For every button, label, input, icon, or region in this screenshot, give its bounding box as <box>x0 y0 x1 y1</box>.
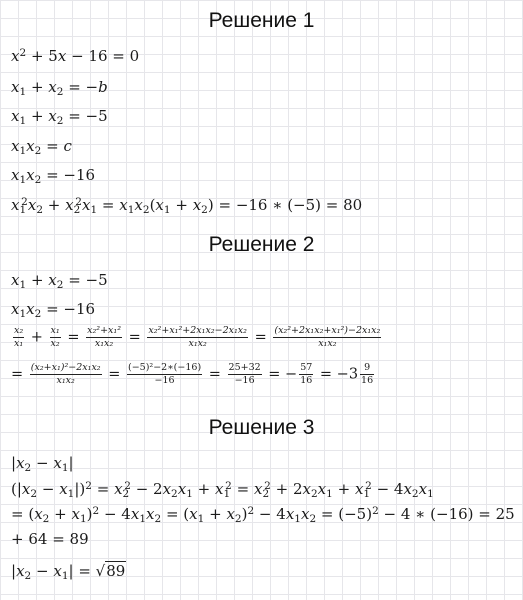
product-line: $x_1x_2 = -16$ <box>11 300 96 320</box>
final-answer: $|x_2 - x_1| = √89$ <box>11 562 126 582</box>
heading-solution-1: Решение 1 <box>208 9 315 32</box>
vieta-sum-general: $x_1 + x_2 = -b$ <box>11 78 108 98</box>
sum-line: $x_1 + x_2 = -5$ <box>11 271 108 291</box>
fraction-line-2: = $\frac{\text{(x₂+x₁)²−2x₁x₂}}{\text{x₁x₂}}$ = $\frac{\text{(−5)²−2∗(−16)}}{-16}$ = $\frac{25+32}{-16}$ = − $\frac{57}{16}$ = −3 $\frac{9}{16}$ <box>11 362 374 386</box>
square-expansion: $(|x_2 - x_1|)^2 = x_2^2 - 2x_2x_1 + x_1^2 = x_2^2 + 2x_2x_1 + x_1^2 - 4x_2x_1$ <box>11 480 434 500</box>
abs-difference: $|x_2 - x_1|$ <box>11 454 74 474</box>
equation-line: $x^2 + 5x - 16 = 0$ <box>11 47 140 65</box>
square-evaluation: = $(x_2 + x_1)^2 - 4x_1x_2 = (x_1 + x_2)^2 - 4x_1x_2 = (-5)^2 - 4$ ∗ (−16) = 25 <box>11 505 515 525</box>
vieta-sum-value: $x_1 + x_2 = -5$ <box>11 107 108 127</box>
vieta-product-general: $x_1x_2 = c$ <box>11 137 72 157</box>
result-line-1: $x_1^2x_2 + x_2^2x_1 = x_1x_2(x_1 + x_2) = -16$ ∗ (−5) = 80 <box>11 196 363 216</box>
heading-solution-2: Решение 2 <box>208 233 315 256</box>
vieta-product-value: $x_1x_2 = -16$ <box>11 166 96 186</box>
square-evaluation-cont: + 64 = 89 <box>11 530 89 548</box>
heading-solution-3: Решение 3 <box>208 416 315 439</box>
fraction-line-1: $\frac{\text{x₂}}{\text{x₁}}$ + $\frac{\text{x₁}}{\text{x₂}}$ = $\frac{\text{x₂²+x₁²}}{\text{x₁x₂}}$ = $\frac{\text{x₂²+x₁²+2x₁x₂−2x₁x₂}}{\text{x₁x₂}}$ = $\frac{\text{(x₂²+2x₁x₂+x₁²)−2x₁x₂}}{\text{x₁x₂}}$ <box>14 325 381 349</box>
